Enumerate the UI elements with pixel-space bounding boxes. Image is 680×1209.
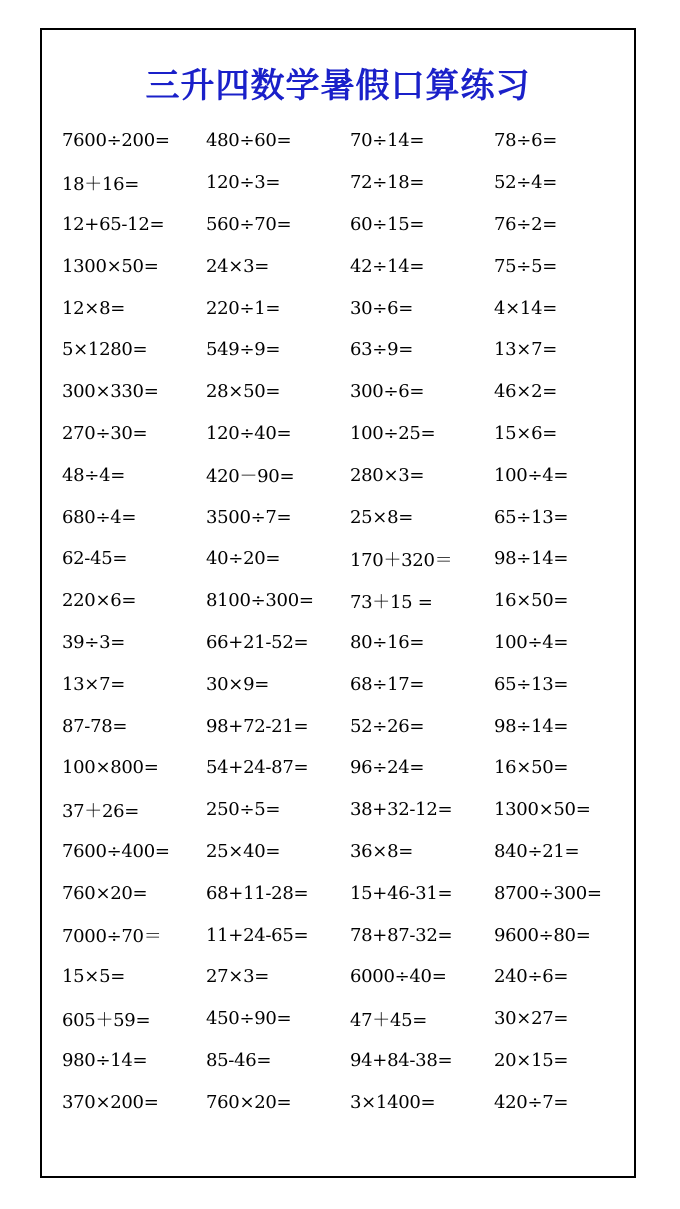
arithmetic-problem: 280×3= (350, 464, 425, 486)
arithmetic-problem: 30×27= (494, 1008, 569, 1030)
arithmetic-problem: 4×14= (494, 297, 558, 319)
problem-row (62, 245, 638, 287)
arithmetic-problem: 7000÷70＝ (62, 926, 162, 948)
arithmetic-problem: 28×50= (206, 381, 281, 403)
arithmetic-problem: 87-78= (62, 715, 128, 737)
problem-grid (62, 120, 638, 1123)
arithmetic-problem: 80÷16= (350, 631, 425, 653)
arithmetic-problem: 62-45= (62, 548, 128, 570)
arithmetic-problem: 75÷5= (494, 255, 558, 277)
arithmetic-problem: 1300×50= (494, 799, 591, 821)
arithmetic-problem: 15+46-31= (350, 882, 453, 904)
problem-row (62, 496, 638, 538)
problem-row (62, 580, 638, 622)
arithmetic-problem: 78÷6= (494, 130, 558, 152)
arithmetic-problem: 37＋26= (62, 800, 140, 822)
problem-row (62, 998, 638, 1040)
arithmetic-problem: 480÷60= (206, 130, 292, 152)
arithmetic-problem: 605＋59= (62, 1009, 151, 1031)
arithmetic-problem: 9600÷80= (494, 924, 591, 946)
arithmetic-problem: 220÷1= (206, 297, 281, 319)
arithmetic-problem: 94+84-38= (350, 1049, 453, 1071)
arithmetic-problem: 76÷2= (494, 213, 558, 235)
arithmetic-problem: 68÷17= (350, 673, 425, 695)
arithmetic-problem: 52÷26= (350, 715, 425, 737)
arithmetic-problem: 120÷3= (206, 172, 281, 194)
problem-row (62, 914, 638, 956)
arithmetic-problem: 5×1280= (62, 339, 148, 361)
problem-row (62, 329, 638, 371)
arithmetic-problem: 48÷4= (62, 464, 126, 486)
problem-row (62, 789, 638, 831)
arithmetic-problem: 680÷4= (62, 506, 137, 528)
worksheet-frame (40, 28, 636, 1178)
arithmetic-problem: 68+11-28= (206, 882, 309, 904)
arithmetic-problem: 3500÷7= (206, 506, 292, 528)
page-title: 三升四数学暑假口算练习 (145, 66, 531, 106)
arithmetic-problem: 3×1400= (350, 1091, 436, 1113)
arithmetic-problem: 42÷14= (350, 255, 425, 277)
arithmetic-problem: 7600÷400= (62, 840, 170, 862)
arithmetic-problem: 120÷40= (206, 422, 292, 444)
arithmetic-problem: 980÷14= (62, 1049, 148, 1071)
arithmetic-problem: 7600÷200= (62, 130, 170, 152)
problem-row (62, 413, 638, 455)
problem-row (62, 1040, 638, 1082)
arithmetic-problem: 38+32-12= (350, 799, 453, 821)
arithmetic-problem: 100÷4= (494, 631, 569, 653)
arithmetic-problem: 36×8= (350, 840, 414, 862)
arithmetic-problem: 8700÷300= (494, 882, 602, 904)
arithmetic-problem: 70÷14= (350, 130, 425, 152)
arithmetic-problem: 560÷70= (206, 213, 292, 235)
arithmetic-problem: 72÷18= (350, 172, 425, 194)
arithmetic-problem: 85-46= (206, 1049, 272, 1071)
arithmetic-problem: 12×8= (62, 297, 126, 319)
arithmetic-problem: 15×6= (494, 422, 558, 444)
arithmetic-problem: 54+24-87= (206, 757, 309, 779)
arithmetic-problem: 25×40= (206, 840, 281, 862)
problem-row (62, 956, 638, 998)
arithmetic-problem: 300÷6= (350, 381, 425, 403)
arithmetic-problem: 30÷6= (350, 297, 414, 319)
problem-row (62, 162, 638, 204)
problem-row (62, 1081, 638, 1123)
arithmetic-problem: 63÷9= (350, 339, 414, 361)
arithmetic-problem: 18＋16= (62, 173, 140, 195)
arithmetic-problem: 13×7= (494, 339, 558, 361)
arithmetic-problem: 420－90= (206, 466, 295, 488)
arithmetic-problem: 98÷14= (494, 548, 569, 570)
arithmetic-problem: 20×15= (494, 1049, 569, 1071)
problem-row (62, 872, 638, 914)
arithmetic-problem: 52÷4= (494, 172, 558, 194)
arithmetic-problem: 15×5= (62, 966, 126, 988)
arithmetic-problem: 40÷20= (206, 548, 281, 570)
arithmetic-problem: 370×200= (62, 1091, 159, 1113)
arithmetic-problem: 39÷3= (62, 631, 126, 653)
problem-row (62, 663, 638, 705)
arithmetic-problem: 450÷90= (206, 1008, 292, 1030)
problem-row (62, 538, 638, 580)
arithmetic-problem: 98+72-21= (206, 715, 309, 737)
arithmetic-problem: 11+24-65= (206, 924, 309, 946)
arithmetic-problem: 170＋320＝ (350, 549, 453, 571)
problem-row (62, 454, 638, 496)
arithmetic-problem: 66+21-52= (206, 631, 309, 653)
problem-row (62, 705, 638, 747)
arithmetic-problem: 100×800= (62, 757, 159, 779)
arithmetic-problem: 270÷30= (62, 422, 148, 444)
problem-row (62, 622, 638, 664)
arithmetic-problem: 240÷6= (494, 966, 569, 988)
problem-row (62, 120, 638, 162)
problem-row (62, 204, 638, 246)
problem-row (62, 747, 638, 789)
arithmetic-problem: 250÷5= (206, 799, 281, 821)
arithmetic-problem: 24×3= (206, 255, 270, 277)
arithmetic-problem: 96÷24= (350, 757, 425, 779)
arithmetic-problem: 73＋15 = (350, 591, 433, 613)
arithmetic-problem: 12+65-12= (62, 213, 165, 235)
arithmetic-problem: 840÷21= (494, 840, 580, 862)
arithmetic-problem: 16×50= (494, 757, 569, 779)
arithmetic-problem: 46×2= (494, 381, 558, 403)
problem-row (62, 831, 638, 873)
arithmetic-problem: 1300×50= (62, 255, 159, 277)
arithmetic-problem: 549÷9= (206, 339, 281, 361)
arithmetic-problem: 65÷13= (494, 673, 569, 695)
arithmetic-problem: 13×7= (62, 673, 126, 695)
arithmetic-problem: 300×330= (62, 381, 159, 403)
arithmetic-problem: 6000÷40= (350, 966, 447, 988)
arithmetic-problem: 25×8= (350, 506, 414, 528)
arithmetic-problem: 98÷14= (494, 715, 569, 737)
arithmetic-problem: 760×20= (62, 882, 148, 904)
arithmetic-problem: 60÷15= (350, 213, 425, 235)
arithmetic-problem: 220×6= (62, 590, 137, 612)
arithmetic-problem: 30×9= (206, 673, 270, 695)
arithmetic-problem: 420÷7= (494, 1091, 569, 1113)
arithmetic-problem: 100÷25= (350, 422, 436, 444)
arithmetic-problem: 760×20= (206, 1091, 292, 1113)
arithmetic-problem: 47＋45= (350, 1009, 428, 1031)
problem-row (62, 287, 638, 329)
problem-row (62, 371, 638, 413)
arithmetic-problem: 65÷13= (494, 506, 569, 528)
arithmetic-problem: 78+87-32= (350, 924, 453, 946)
arithmetic-problem: 16×50= (494, 590, 569, 612)
arithmetic-problem: 100÷4= (494, 464, 569, 486)
arithmetic-problem: 8100÷300= (206, 590, 314, 612)
arithmetic-problem: 27×3= (206, 966, 270, 988)
